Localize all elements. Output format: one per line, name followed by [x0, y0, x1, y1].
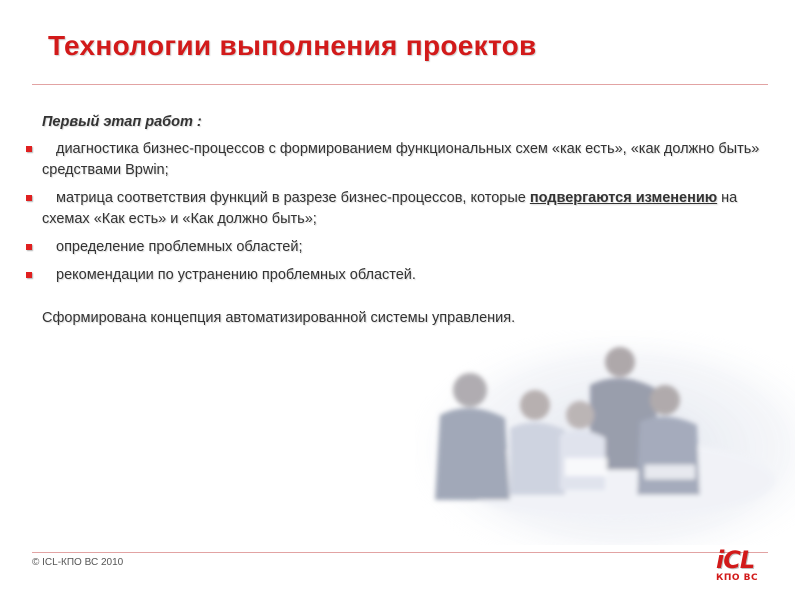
bullet-text: рекомендации по устранению проблемных областей. — [56, 267, 416, 284]
bullet-list — [26, 139, 771, 286]
list-item — [26, 188, 771, 230]
red-square-bullet-icon — [26, 195, 32, 201]
list-item — [26, 237, 771, 258]
red-square-bullet-icon — [26, 244, 32, 250]
icl-logo — [716, 548, 778, 588]
footer-divider — [32, 552, 768, 553]
title-divider — [32, 84, 768, 85]
underlined-phrase: подвергаются изменению — [529, 190, 718, 207]
list-item — [26, 265, 771, 286]
copyright-text: © ICL-КПО ВС 2010 — [32, 557, 124, 568]
slide-title: Технологии выполнения проектов — [48, 30, 537, 61]
red-square-bullet-icon — [26, 146, 32, 152]
stage-heading: Первый этап работ : — [42, 114, 202, 130]
bullet-text-before: матрица соответствия функций в разрезе бизнес-процессов, которые — [56, 190, 530, 207]
bullet-text-after: на схемах «Как есть» и «Как должно быть»; — [42, 190, 738, 228]
logo-mark: iCL — [716, 546, 755, 574]
bullet-text: определение проблемных областей; — [56, 239, 303, 256]
conclusion-text: Сформирована концепция автоматизированной системы управления. — [42, 310, 516, 327]
list-item — [26, 139, 771, 181]
bullet-text — [42, 190, 737, 227]
red-square-bullet-icon — [26, 272, 32, 278]
bullet-text: диагностика бизнес-процессов с формированием функциональных схем «как есть», «как должно быть» средствами Bpwin; — [42, 141, 760, 179]
logo-subtext: КПО ВС — [716, 573, 759, 583]
slide-content — [26, 112, 771, 329]
business-team-meeting-photo-icon — [415, 330, 795, 545]
